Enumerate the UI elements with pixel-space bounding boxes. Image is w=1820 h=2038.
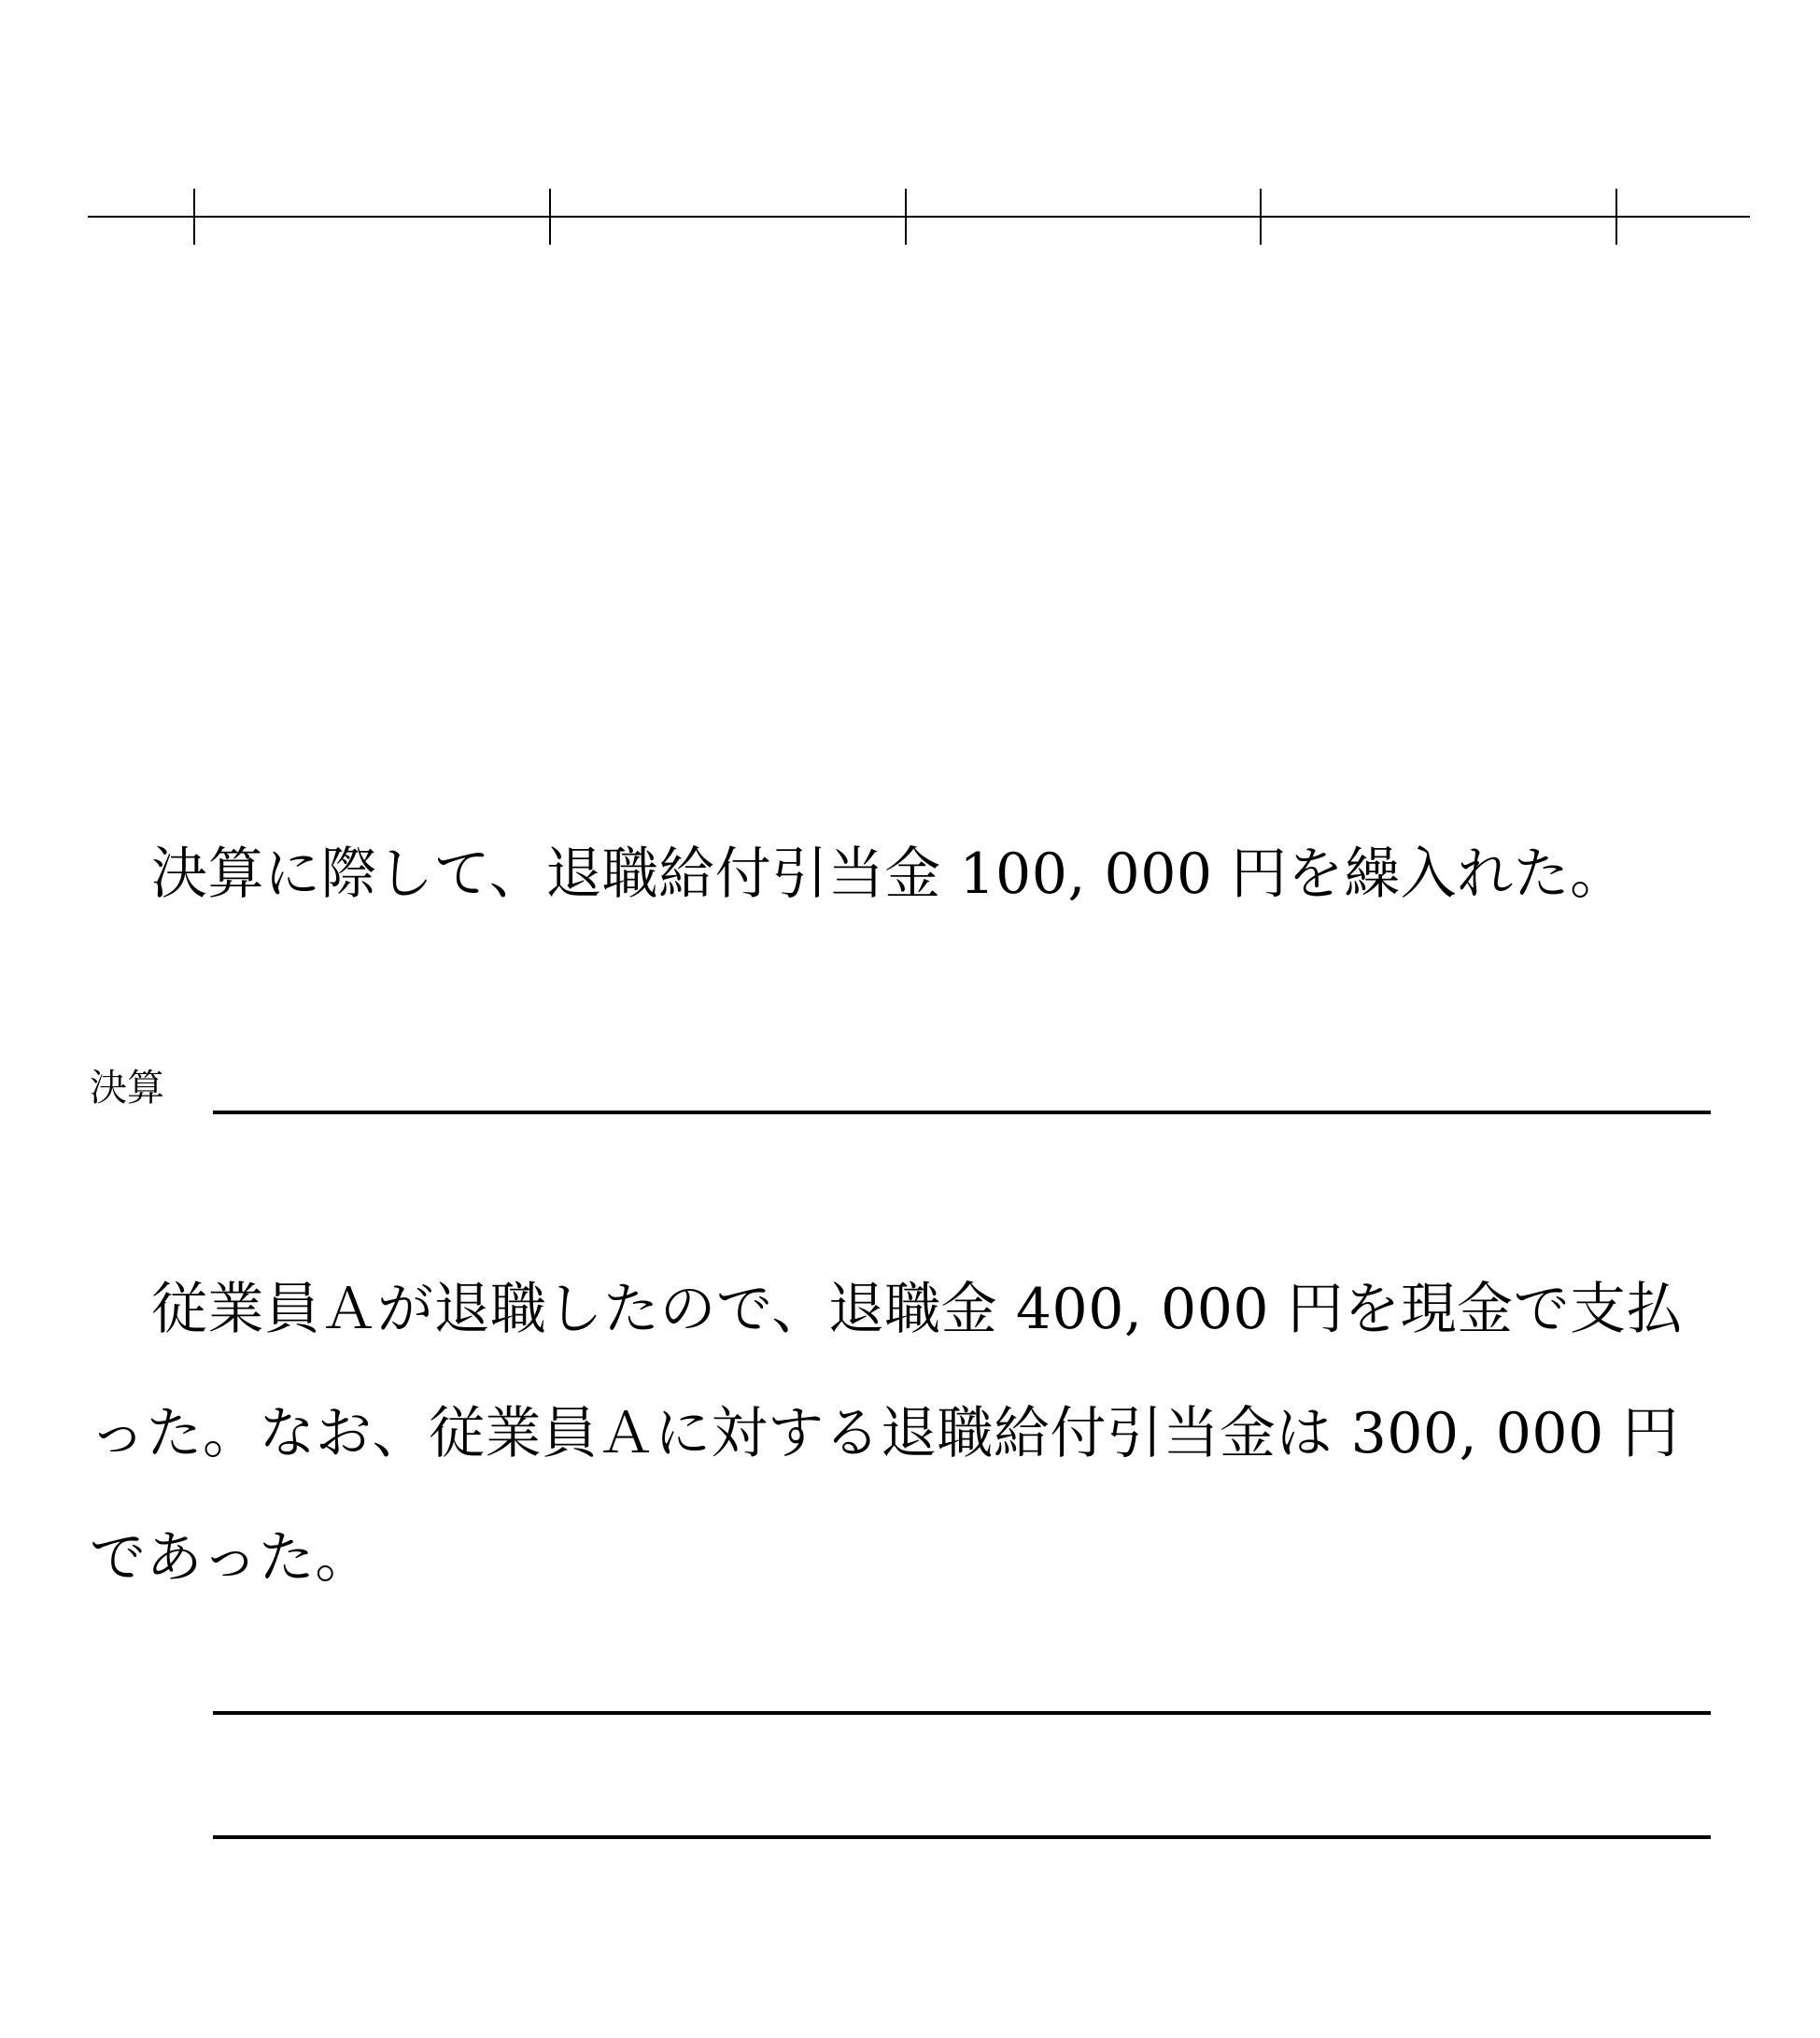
question-1-text bbox=[90, 813, 1714, 937]
answer-2-line-1[interactable] bbox=[213, 1711, 1711, 1715]
question-2-text bbox=[90, 1248, 1714, 1620]
question-2-body: 従業員Ａが退職したので、退職金 400, 000 円を現金で支払った。なお、従業員Ａに対する退職給付引当金は 300, 000 円であった。 bbox=[90, 1277, 1684, 1591]
timeline-tick bbox=[1615, 189, 1617, 245]
question-1-body: 決算に際して、退職給付引当金 100, 000 円を繰入れた。 bbox=[151, 842, 1627, 907]
timeline-axis bbox=[88, 216, 1750, 218]
answer-1-line[interactable] bbox=[213, 1111, 1711, 1114]
timeline-tick bbox=[193, 189, 195, 245]
timeline-tick bbox=[549, 189, 551, 245]
answer-1-label: 決算 bbox=[90, 1067, 164, 1110]
timeline-tick bbox=[1260, 189, 1262, 245]
answer-2-line-2[interactable] bbox=[213, 1835, 1711, 1839]
timeline-tick bbox=[905, 189, 907, 245]
